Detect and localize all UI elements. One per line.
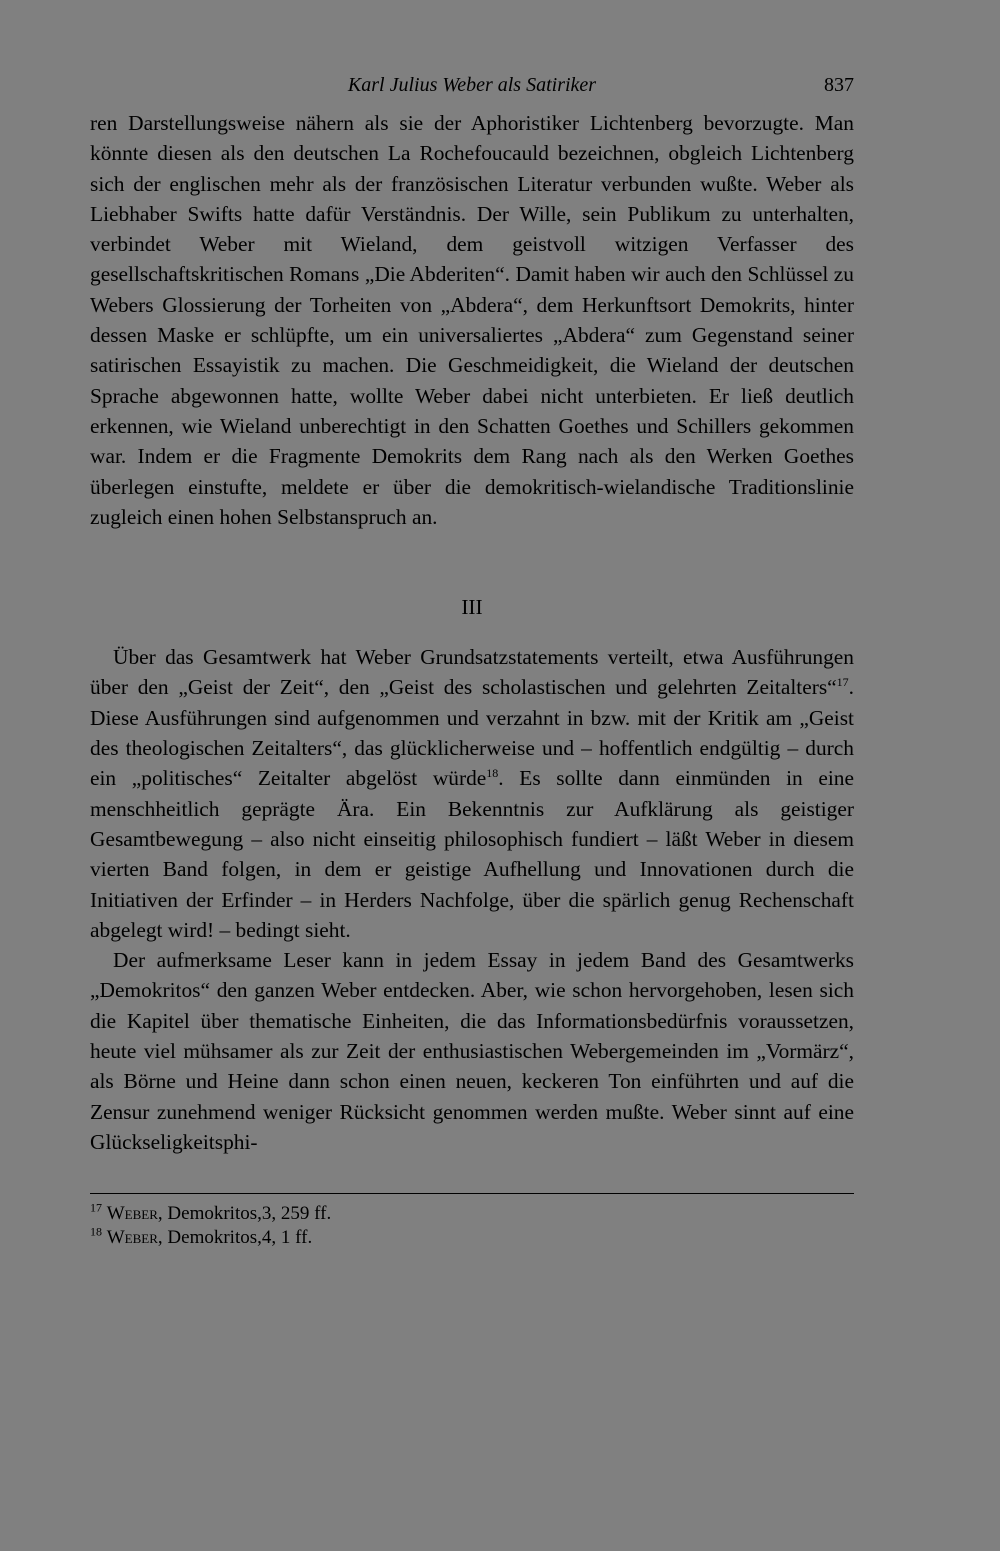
paragraph-3: Der aufmerksame Leser kann in jedem Essay in jedem Band des Gesamtwerks „Demokritos“ den ganzen Weber entdecken. Aber, wie schon hervorgehoben, lesen sich die Kapitel über thematische Einheiten, die das Informationsbedürfnis voraussetzen, heute viel mühsamer als zur Zeit der enthusiastischen Webergemeinden im „Vormärz“, als Börne und Heine dann schon einen neuen, keckeren Ton einführten und auf die Zensur zunehmend weniger Rücksicht genommen werden mußte. Weber sinnt auf eine Glückseligkeitsphi-: [90, 948, 854, 1154]
footnote-text: , Demokritos,3, 259 ff.: [157, 1203, 332, 1225]
footnote-ref-17[interactable]: 17: [836, 675, 849, 690]
footnotes: [90, 1202, 854, 1250]
footnote-author: Weber: [106, 1203, 158, 1225]
paragraph-2-text-b: . Diese Ausführungen sind aufgenommen und verzahnt in bzw. mit der Kritik am „Geist des theologischen Zeitalters“, das glücklicherweise und – hoffentlich endgültig – durch ein „politisches“ Zeitalter abgelöst würde: [90, 675, 854, 791]
footnote-ref-18[interactable]: 18: [486, 766, 499, 781]
footnote-author: Weber: [106, 1227, 158, 1249]
page-number: 837: [824, 74, 854, 96]
footnote-number: 17: [90, 1200, 102, 1215]
paragraph-1: ren Darstellungsweise nähern als sie der Aphoristiker Lichtenberg bevorzugte. Man könnte diesen als den deutschen La Rochefoucauld bezeichnen, obgleich Lichtenberg sich der englischen mehr als der französischen Literatur verbunden wußte. Weber als Liebhaber Swifts hatte dafür Verständnis. Der Wille, sein Publikum zu unterhalten, verbindet Weber mit Wieland, dem geistvoll witzigen Verfasser des gesellschaftskritischen Romans „Die Abderiten“. Damit haben wir auch den Schlüssel zu Webers Glossierung der Torheiten von „Abdera“, dem Herkunftsort Demokrits, hinter dessen Maske er schlüpfte, um ein universaliertes „Abdera“ zum Gegenstand seiner satirischen Essayistik zu machen. Die Geschmeidigkeit, die Wieland der deutschen Sprache abgewonnen hatte, wollte Weber dabei nicht unterbieten. Er ließ deutlich erkennen, wie Wieland unberechtigt in den Schatten Goethes und Schillers gekommen war. Indem er die Fragmente Demokrits dem Rang nach als den Werken Goethes überlegen einstufte, meldete er über die demokritisch-wielandische Traditionslinie zugleich einen hohen Selbstanspruch an.: [90, 111, 854, 529]
footnote-number: 18: [90, 1224, 102, 1239]
page-header: [90, 68, 854, 108]
paragraph-2-text-a: Über das Gesamtwerk hat Weber Grundsatzstatements verteilt, etwa Ausführungen über den „Geist der Zeit“, den „Geist des scholastischen und gelehrten Zeitalters“: [90, 645, 854, 700]
footnote-text: , Demokritos,4, 1 ff.: [157, 1227, 313, 1249]
footnote-17: [90, 1202, 854, 1226]
paragraph-2-text-c: . Es sollte dann einmünden in eine menschheitlich geprägte Ära. Ein Bekenntnis zur Aufklärung als geistiger Gesamtbewegung – also nicht einseitig philosophisch fundiert – läßt Weber in diesem vierten Band folgen, in dem er geistige Aufhellung und Innovationen durch die Initiativen der Erfinder – in Herders Nachfolge, über die spärlich genug Rechenschaft abgelegt wird! – bedingt sieht.: [90, 766, 854, 942]
footnote-18: [90, 1226, 854, 1250]
section-heading: III: [461, 595, 483, 620]
book-page: [90, 68, 854, 1250]
paragraph-2: [90, 642, 854, 945]
running-title: Karl Julius Weber als Satiriker: [347, 74, 597, 96]
footnote-divider: [90, 1193, 854, 1194]
